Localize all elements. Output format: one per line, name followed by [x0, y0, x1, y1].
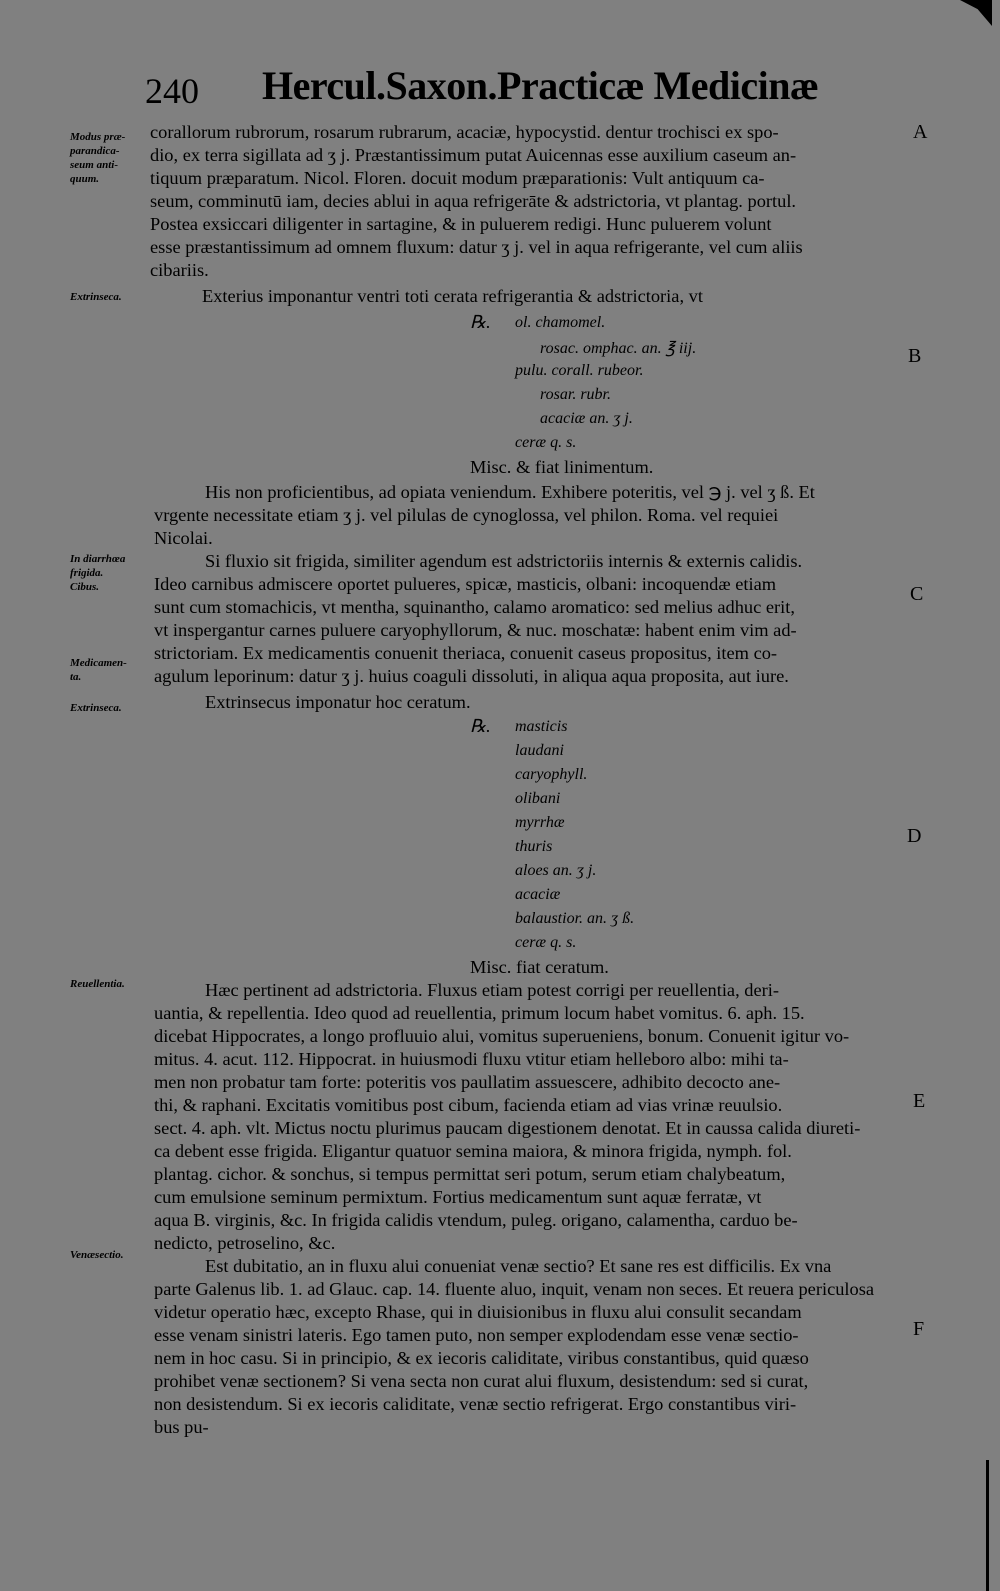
text-line: prohibet venæ sectionem? Si vena secta non curat alui fluxum, desistendum: sed si curat,	[154, 1371, 809, 1391]
margin-note: ta.	[70, 671, 82, 683]
text-line: Hæc pertinent ad adstrictoria. Fluxus etiam potest corrigi per reuellentia, deri-	[205, 980, 780, 1000]
recipe-item: ceræ q. s.	[515, 934, 577, 951]
text-line: mitus. 4. acut. 112. Hippocrat. in huiusmodi fluxu vtitur etiam helleboro albo: mihi ta-	[154, 1049, 789, 1069]
recipe-item: aloes an. ʒ j.	[515, 862, 597, 879]
section-letter: B	[908, 345, 922, 367]
recipe-symbol: ℞.	[470, 716, 491, 736]
text-line: Nicolai.	[154, 528, 213, 548]
recipe-item: rosac. omphac. an. ℥ iij.	[540, 340, 697, 357]
text-line: nedicto, petroselino, &c.	[154, 1233, 336, 1253]
text-line: bus pu-	[154, 1417, 209, 1437]
text-line: His non proficientibus, ad opiata veniendum. Exhibere poteritis, vel ℈ j. vel ʒ ß. Et	[205, 482, 815, 502]
section-letter: E	[913, 1090, 926, 1112]
recipe-item: acaciæ an. ʒ j.	[540, 410, 633, 427]
recipe-item: ceræ q. s.	[515, 434, 577, 451]
recipe-item: thuris	[515, 838, 553, 855]
text-line: agulum leporinum: datur ʒ j. huius coaguli dissoluti, in aliqua aqua proposita, aut iure.	[154, 666, 789, 686]
recipe-symbol: ℞.	[470, 312, 491, 332]
text-line: esse venam sinistri lateris. Ego tamen puto, non semper explodendam esse venæ sectio-	[154, 1325, 799, 1345]
text-line: Postea exsiccari diligenter in sartagine, & in puluerem redigi. Hunc puluerem volunt	[150, 214, 772, 234]
text-line: videtur operatio hæc, excepto Rhase, qui in diuisionibus in fluxu alui consulit secandam	[154, 1302, 802, 1322]
text-line: Ideo carnibus admiscere oportet pulueres, spicæ, masticis, olbani: incoquendæ etiam	[154, 574, 777, 594]
recipe-item: pulu. corall. rubeor.	[515, 362, 644, 379]
text-line: nem in hoc casu. Si in principio, & ex iecoris caliditate, viribus constantibus, quid quæso	[154, 1348, 809, 1368]
page-corner-mark	[960, 0, 992, 26]
margin-note: parandica-	[70, 145, 120, 157]
recipe-item: laudani	[515, 742, 564, 759]
recipe-item: caryophyll.	[515, 766, 588, 783]
text-line: seum, comminutū iam, decies ablui in aqua refrigerāte & adstrictoria, vt plantag. portul.	[150, 191, 797, 211]
page-edge-line	[986, 1460, 989, 1591]
margin-note: Extrinseca.	[70, 291, 122, 303]
text-line: thi, & raphani. Excitatis vomitibus post cibum, facienda etiam ad vias vrinæ reuulsio.	[154, 1095, 783, 1115]
section-letter: A	[913, 121, 928, 143]
recipe-item: acaciæ	[515, 886, 561, 903]
margin-note: Extrinseca.	[70, 702, 122, 714]
section-letter: F	[913, 1318, 925, 1340]
text-line: ca debent esse frigida. Eligantur quatuor semina maiora, & minora frigida, nymph. fol.	[154, 1141, 792, 1161]
text-line: corallorum rubrorum, rosarum rubrarum, acaciæ, hypocystid. dentur trochisci ex spo-	[150, 122, 779, 142]
running-title: Hercul.Saxon.Practicæ Medicinæ	[262, 63, 819, 108]
margin-note: Reuellentia.	[70, 978, 125, 990]
text-line: aqua B. virginis, &c. In frigida calidis vtendum, puleg. origano, calamentha, carduo be-	[154, 1210, 798, 1230]
text-line: Extrinsecus imponatur hoc ceratum.	[205, 692, 471, 712]
text-line: Est dubitatio, an in fluxu alui conueniat venæ sectio? Et sane res est difficilis. Ex vna	[205, 1256, 832, 1276]
margin-note: Modus præ-	[70, 131, 126, 143]
text-line: vt inspergantur carnes puluere caryophyllorum, & nuc. moschatæ: habent enim vim ad-	[154, 620, 797, 640]
margin-note: Venæsectio.	[70, 1249, 124, 1261]
text-line: strictoriam. Ex medicamentis conuenit theriaca, conuenit caseus propositus, item co-	[154, 643, 778, 663]
text-line: sect. 4. aph. vlt. Mictus noctu plurimus paucam digestionem denotat. Et in caussa calida diureti-	[154, 1118, 861, 1138]
recipe-closing: Misc. fiat ceratum.	[470, 957, 609, 977]
text-line: non desistendum. Si ex iecoris caliditate, venæ sectio refrigerat. Ergo constantibus viri-	[154, 1394, 797, 1414]
text-line: Si fluxio sit frigida, similiter agendum est adstrictoriis internis & externis calidis.	[205, 551, 803, 571]
page-number: 240	[145, 71, 199, 111]
section-letter: C	[910, 583, 924, 605]
text-line: Exterius imponantur ventri toti cerata refrigerantia & adstrictoria, vt	[202, 286, 703, 306]
text-line: tiquum præparatum. Nicol. Floren. docuit modum præparationis: Vult antiquum ca-	[150, 168, 765, 188]
text-line: vrgente necessitate etiam ʒ j. vel pilulas de cynoglossa, vel philon. Roma. vel requiei	[154, 505, 779, 525]
text-line: men non probatur tam forte: poteritis vos paullatim assuescere, adhibito decocto ane-	[154, 1072, 781, 1092]
recipe-item: masticis	[515, 718, 568, 735]
text-line: dicebat Hippocrates, a longo profluuio alui, vomitus superueniens, bonum. Conuenit igitur vo-	[154, 1026, 850, 1046]
margin-note: seum anti-	[70, 159, 118, 171]
recipe-item: myrrhæ	[515, 814, 565, 831]
margin-note: In diarrhœa	[70, 553, 126, 565]
text-line: parte Galenus lib. 1. ad Glauc. cap. 14. fluente aluo, inquit, venam non seces. Et reuera periculosa	[154, 1279, 875, 1299]
text-line: uantia, & repellentia. Ideo quod ad reuellentia, primum locum habet vomitus. 6. aph. 15.	[154, 1003, 805, 1023]
margin-note: Cibus.	[70, 581, 100, 593]
text-line: dio, ex terra sigillata ad ʒ j. Præstantissimum putat Auicennas esse auxilium caseum an-	[150, 145, 797, 165]
margin-note: Medicamen-	[70, 657, 127, 669]
text-line: cibariis.	[150, 260, 209, 280]
text-line: plantag. cichor. & sonchus, si tempus permittat seri potum, serum etiam chalybeatum,	[154, 1164, 786, 1184]
recipe-closing: Misc. & fiat linimentum.	[470, 457, 654, 477]
margin-note: quum.	[70, 173, 100, 185]
text-line: sunt cum stomachicis, vt mentha, squinantho, calamo aromatico: sed melius adhuc erit,	[154, 597, 795, 617]
recipe-item: balaustior. an. ʒ ß.	[515, 910, 635, 927]
text-line: cum emulsione seminum permixtum. Fortius medicamentum sunt aquæ ferratæ, vt	[154, 1187, 762, 1207]
text-line: esse præstantissimum ad omnem fluxum: datur ʒ j. vel in aqua refrigerante, vel cum aliis	[150, 237, 803, 257]
recipe-item: rosar. rubr.	[540, 386, 611, 403]
section-letter: D	[907, 825, 922, 847]
margin-note: frigida.	[70, 567, 104, 579]
recipe-item: olibani	[515, 790, 561, 807]
recipe-item: ol. chamomel.	[515, 314, 606, 331]
